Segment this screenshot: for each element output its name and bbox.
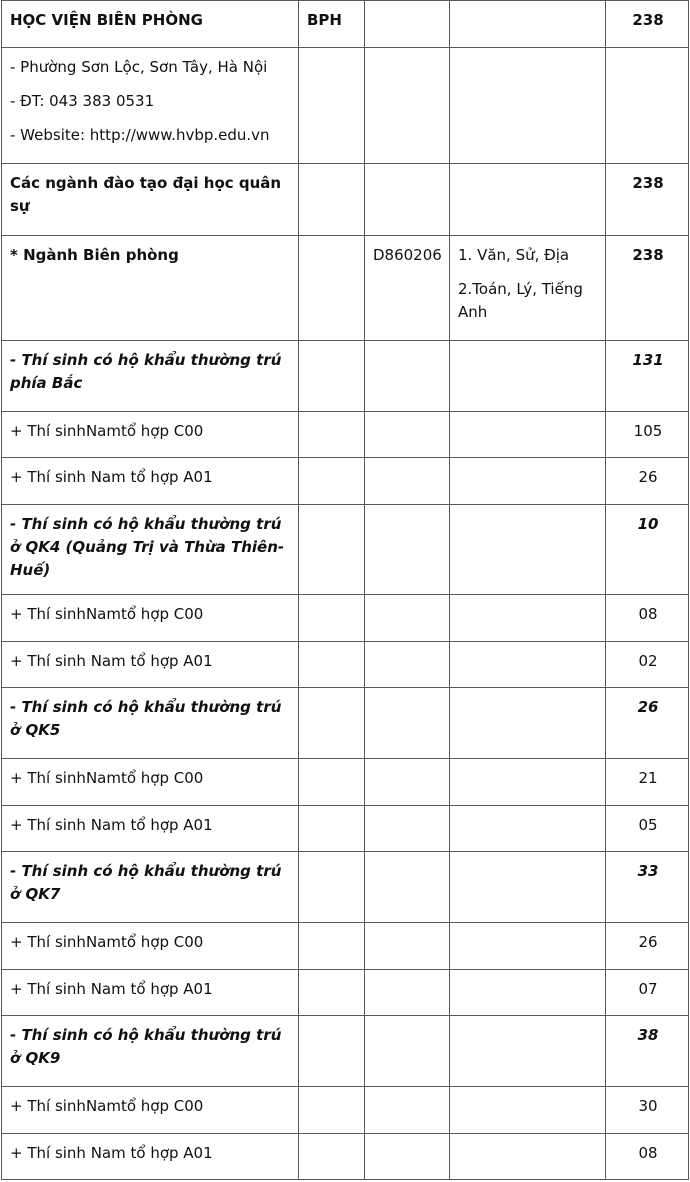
empty-cell	[299, 48, 365, 164]
empty-cell	[365, 458, 450, 505]
group-row	[2, 688, 689, 759]
empty-cell	[450, 48, 606, 164]
contact-cell	[2, 48, 299, 164]
empty-cell	[299, 852, 365, 923]
row-value: 08	[606, 1134, 689, 1180]
empty-cell	[450, 642, 606, 688]
admissions-table	[1, 0, 689, 1180]
empty-cell	[299, 595, 365, 642]
phone-text: - ĐT: 043 383 0531	[10, 92, 155, 110]
group-total: 131	[606, 341, 689, 412]
group-row	[2, 852, 689, 923]
row-value: 05	[606, 806, 689, 852]
empty-cell	[450, 1, 606, 48]
empty-cell	[450, 341, 606, 412]
row-value: 30	[606, 1087, 689, 1134]
empty-cell	[299, 505, 365, 595]
table-row	[2, 806, 689, 852]
table-row	[2, 970, 689, 1016]
combo-1: 1. Văn, Sử, Địa	[458, 246, 570, 264]
table-row	[2, 642, 689, 688]
group-total: 38	[606, 1016, 689, 1087]
major-label: * Ngành Biên phòng	[2, 236, 299, 341]
empty-cell	[299, 688, 365, 759]
row-value: 26	[606, 458, 689, 505]
institution-total: 238	[606, 1, 689, 48]
institution-row	[2, 1, 689, 48]
major-combos	[450, 236, 606, 341]
empty-cell	[299, 970, 365, 1016]
empty-cell	[365, 1087, 450, 1134]
row-value: 08	[606, 595, 689, 642]
table-row	[2, 595, 689, 642]
empty-cell	[365, 688, 450, 759]
row-label: + Thí sinhNamtổ hợp C00	[2, 412, 299, 458]
empty-cell	[365, 759, 450, 806]
row-label: + Thí sinh Nam tổ hợp A01	[2, 458, 299, 505]
empty-cell	[365, 164, 450, 236]
empty-cell	[365, 48, 450, 164]
empty-cell	[365, 970, 450, 1016]
row-value: 21	[606, 759, 689, 806]
empty-cell	[299, 164, 365, 236]
row-value: 02	[606, 642, 689, 688]
empty-cell	[299, 412, 365, 458]
group-total: 26	[606, 688, 689, 759]
empty-cell	[450, 1016, 606, 1087]
empty-cell	[450, 1134, 606, 1180]
institution-name: HỌC VIỆN BIÊN PHÒNG	[2, 1, 299, 48]
empty-cell	[365, 505, 450, 595]
row-label: + Thí sinh Nam tổ hợp A01	[2, 642, 299, 688]
group-label: - Thí sinh có hộ khẩu thường trú ở QK9	[2, 1016, 299, 1087]
empty-cell	[365, 412, 450, 458]
group-label: - Thí sinh có hộ khẩu thường trú ở QK4 (Quảng Trị và Thừa Thiên-Huế)	[2, 505, 299, 595]
table-row	[2, 759, 689, 806]
row-label: + Thí sinhNamtổ hợp C00	[2, 1087, 299, 1134]
major-total: 238	[606, 236, 689, 341]
table-row	[2, 923, 689, 970]
empty-cell	[299, 458, 365, 505]
empty-cell	[365, 1016, 450, 1087]
empty-cell	[299, 1087, 365, 1134]
empty-cell	[450, 595, 606, 642]
row-value: 07	[606, 970, 689, 1016]
row-label: + Thí sinh Nam tổ hợp A01	[2, 806, 299, 852]
empty-cell	[365, 1134, 450, 1180]
empty-cell	[365, 923, 450, 970]
group-row	[2, 1016, 689, 1087]
empty-cell	[365, 1, 450, 48]
group-row	[2, 505, 689, 595]
table-row	[2, 1134, 689, 1180]
row-value: 26	[606, 923, 689, 970]
row-label: + Thí sinhNamtổ hợp C00	[2, 759, 299, 806]
website-text: - Website: http://www.hvbp.edu.vn	[10, 126, 270, 144]
empty-cell	[450, 164, 606, 236]
address-text: - Phường Sơn Lộc, Sơn Tây, Hà Nội	[10, 58, 268, 76]
row-label: + Thí sinhNamtổ hợp C00	[2, 923, 299, 970]
empty-cell	[299, 341, 365, 412]
empty-cell	[450, 970, 606, 1016]
empty-cell	[299, 759, 365, 806]
empty-cell	[450, 458, 606, 505]
empty-cell	[450, 806, 606, 852]
empty-cell	[299, 236, 365, 341]
row-label: + Thí sinhNamtổ hợp C00	[2, 595, 299, 642]
major-code: D860206	[365, 236, 450, 341]
group-row	[2, 341, 689, 412]
empty-cell	[450, 759, 606, 806]
combo-2: 2.Toán, Lý, Tiếng Anh	[458, 280, 583, 321]
group-total: 10	[606, 505, 689, 595]
empty-cell	[450, 505, 606, 595]
empty-cell	[299, 642, 365, 688]
empty-cell	[606, 48, 689, 164]
empty-cell	[450, 1087, 606, 1134]
empty-cell	[365, 806, 450, 852]
empty-cell	[450, 412, 606, 458]
empty-cell	[365, 595, 450, 642]
major-row	[2, 236, 689, 341]
empty-cell	[299, 1016, 365, 1087]
empty-cell	[365, 852, 450, 923]
institution-code: BPH	[299, 1, 365, 48]
empty-cell	[450, 852, 606, 923]
category-row	[2, 164, 689, 236]
row-value: 105	[606, 412, 689, 458]
empty-cell	[365, 341, 450, 412]
category-total: 238	[606, 164, 689, 236]
empty-cell	[450, 923, 606, 970]
row-label: + Thí sinh Nam tổ hợp A01	[2, 1134, 299, 1180]
empty-cell	[365, 642, 450, 688]
group-label: - Thí sinh có hộ khẩu thường trú phía Bắc	[2, 341, 299, 412]
contact-row	[2, 48, 689, 164]
group-label: - Thí sinh có hộ khẩu thường trú ở QK5	[2, 688, 299, 759]
empty-cell	[299, 923, 365, 970]
empty-cell	[450, 688, 606, 759]
table-row	[2, 458, 689, 505]
table-row	[2, 412, 689, 458]
group-total: 33	[606, 852, 689, 923]
row-label: + Thí sinh Nam tổ hợp A01	[2, 970, 299, 1016]
empty-cell	[299, 806, 365, 852]
group-label: - Thí sinh có hộ khẩu thường trú ở QK7	[2, 852, 299, 923]
empty-cell	[299, 1134, 365, 1180]
category-label: Các ngành đào tạo đại học quân sự	[2, 164, 299, 236]
table-row	[2, 1087, 689, 1134]
